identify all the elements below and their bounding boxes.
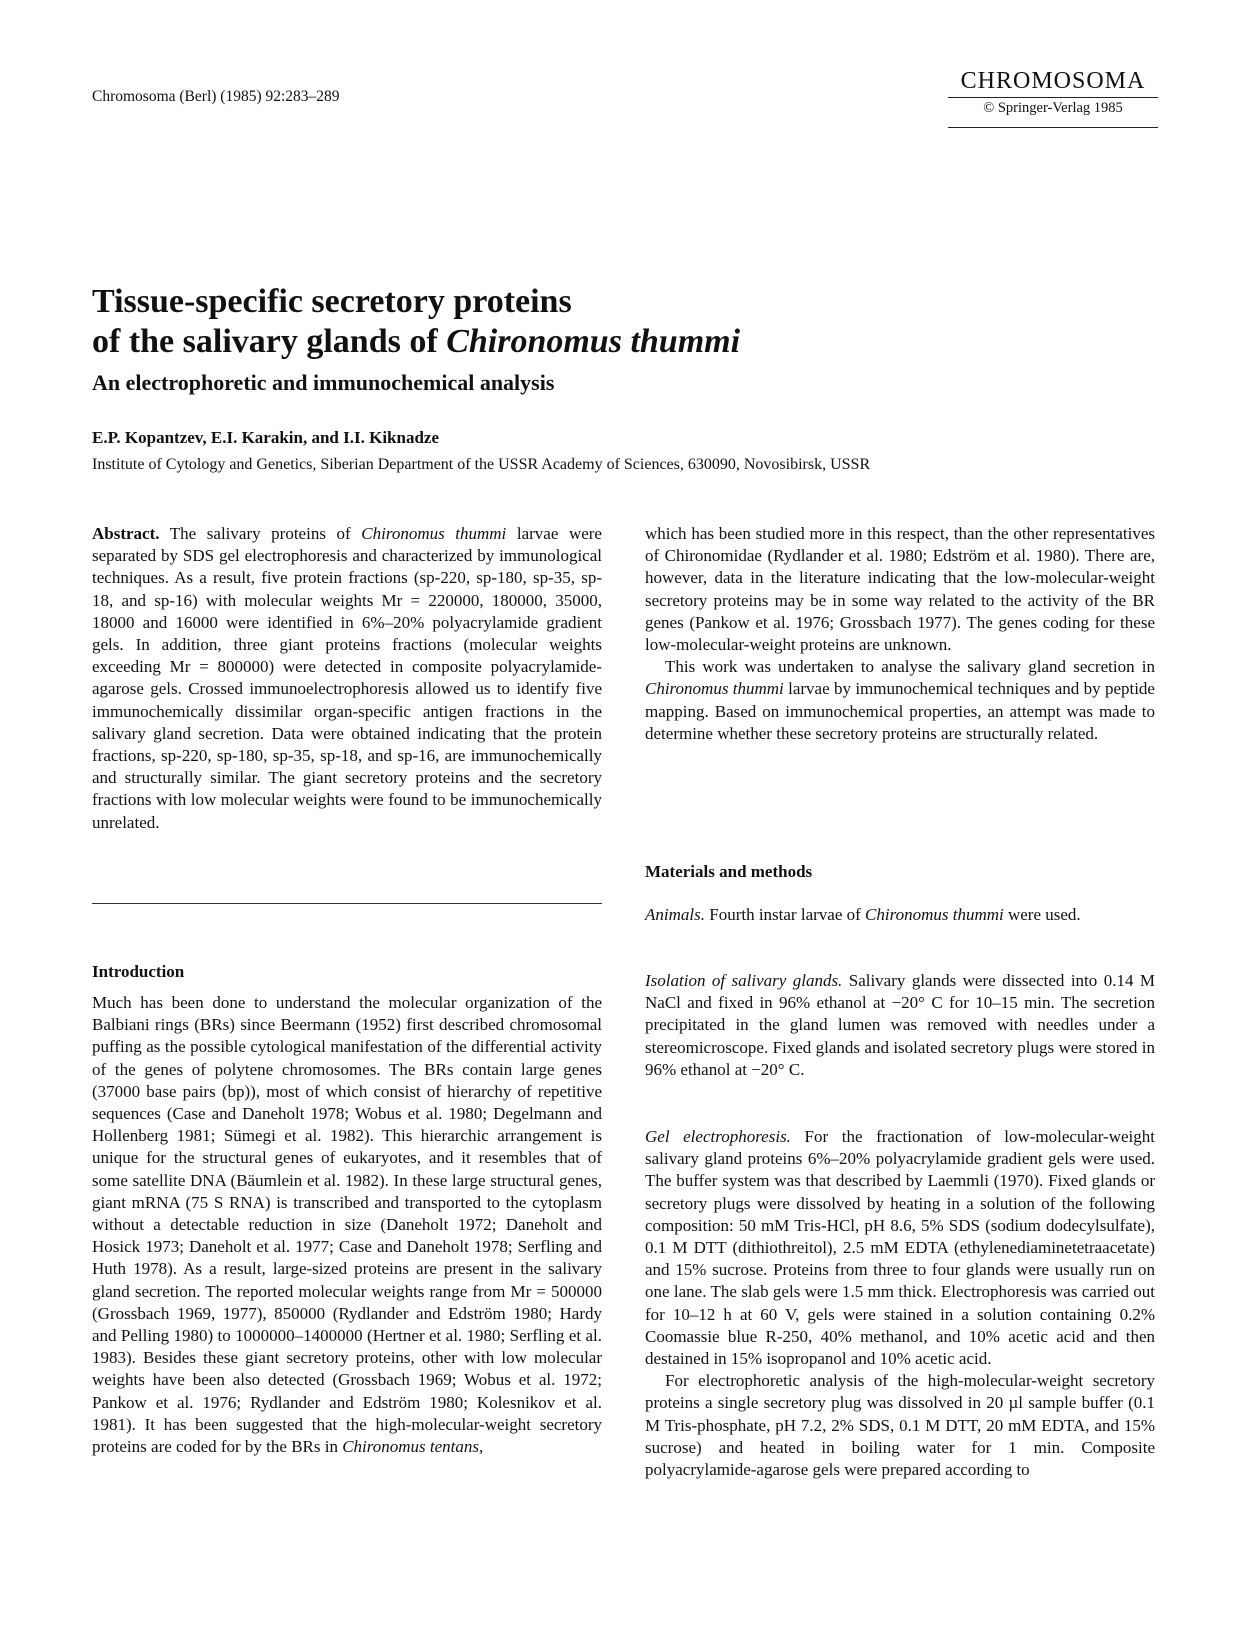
methods-isolation	[645, 970, 1155, 1081]
abstract-text	[92, 523, 602, 834]
animals-species: Chironomus thummi	[865, 905, 1004, 924]
intro-p2-text-2: larvae by immunochemical techniques and by peptide mapping. Based on immunochemical properties, an attempt was made to determine whether these secretory proteins are structurally related.	[645, 679, 1155, 743]
introduction-text: Much has been done to understand the molecular organization of the Balbiani rings (BRs) since Beermann (1952) first described chromosomal puffing as the possible cytological manifestation of the differential activity of the genes of polytene chromosomes. The BRs contain large genes (37000 base pairs (bp)), most of which consist of hierarchy of repetitive sequences (Case and Daneholt 1978; Wobus et al. 1980; Degelmann and Hollenberg 1981; Sümegi et al. 1982). This hierarchic arrangement is unique for the structural genes of eukaryotes, and it resembles that of some satellite DNA (Bäumlein et al. 1982). In these large structural genes, giant mRNA (75 S RNA) is transcribed and transported to the cytoplasm without a detectable reduction in size (Daneholt 1972; Daneholt and Hosick 1973; Daneholt et al. 1977; Case and Daneholt 1978; Serfling and Huth 1978). As a result, large-sized proteins are present in the salivary gland secretion. The reported molecular weights range from Mr = 500000 (Grossbach 1969, 1977), 850000 (Rydlander and Edström 1980; Hardy and Pelling 1980) to 1000000–1400000 (Hertner et al. 1980; Serfling et al. 1983). Besides these giant secretory proteins, other with low molecular weights have been also detected (Grossbach 1969; Wobus et al. 1972; Pankow et al. 1976; Rydlander and Edström 1980; Kolesnikov et al. 1981). It has been suggested that the high-molecular-weight secretory proteins are coded for by the BRs in	[92, 993, 602, 1457]
isolation-text: Salivary glands were dissected into 0.14 M NaCl and fixed in 96% ethanol at −20° C for 10–15 min. The secretion precipitated in the gland lumen was removed with needles under a stereomicroscope. Fixed glands and isolated secretory plugs were stored in 96% ethanol at −20° C.	[645, 971, 1155, 1079]
title-line-2	[92, 322, 1142, 362]
animals-text-2: were used.	[1003, 905, 1081, 924]
journal-name: CHROMOSOMA	[948, 68, 1158, 98]
journal-masthead	[948, 68, 1158, 128]
introduction-heading: Introduction	[92, 962, 185, 981]
intro-p2-text-1: This work was undertaken to analyse the salivary gland secretion in	[665, 657, 1155, 677]
journal-reference: Chromosoma (Berl) (1985) 92:283–289	[92, 88, 340, 105]
introduction-body	[92, 992, 602, 1458]
article-title	[92, 282, 1142, 362]
article-subtitle: An electrophoretic and immunochemical analysis	[92, 370, 555, 395]
abstract-species: Chironomus thummi	[361, 524, 507, 543]
methods-animals	[645, 904, 1155, 926]
isolation-paragraph	[645, 970, 1155, 1081]
methods-gel-electrophoresis	[645, 1126, 1155, 1481]
gel-text: For the fractionation of low-molecular-weight salivary gland proteins 6%–20% polyacrylamide gradient gels were used. The buffer system was that described by Laemmli (1970). Fixed glands or secretory plugs were dissolved by heating in a solution of the following composition: 50 mM Tris-HCl, pH 8.6, 5% SDS (sodium dodecylsulfate), 0.1 M DTT (dithiothreitol), 2.5 mM EDTA (ethylenediaminetetraacetate) and 15% sucrose. Proteins from three to four glands were usually run on one lane. The slab gels were 1.5 mm thick. Electrophoresis was carried out for 10–12 h at 60 V, gels were stained in a solution containing 0.2% Coomassie blue R-250, 40% methanol, and 10% acetic acid and then destained in 15% isopropanol and 10% acetic acid.	[645, 1127, 1155, 1369]
intro-continued-paragraph-1: which has been studied more in this respect, than the other representatives of Chironomidae (Rydlander et al. 1980; Edström et al. 1980). There are, however, data in the literature indicating that the low-molecular-weight secretory proteins may be in some way related to the activity of the BR genes (Pankow et al. 1976; Grossbach 1977). The genes coding for these low-molecular-weight proteins are unknown.	[645, 524, 1155, 655]
title-line-1: Tissue-specific secretory proteins	[92, 283, 572, 320]
gel-label: Gel electrophoresis.	[645, 1127, 791, 1146]
intro-p2-species: Chironomus thummi	[645, 679, 784, 699]
methods-heading: Materials and methods	[645, 862, 813, 881]
intro-continued-paragraph-2	[645, 656, 1155, 745]
title-line-2-prefix: of the salivary glands of	[92, 323, 447, 360]
gel-paragraph-1	[645, 1126, 1155, 1370]
author-affiliation: Institute of Cytology and Genetics, Siberian Department of the USSR Academy of Sciences, 630090, Novosibirsk, USSR	[92, 456, 871, 473]
copyright-notice: © Springer-Verlag 1985	[948, 98, 1158, 128]
abstract	[92, 523, 602, 834]
animals-label: Animals.	[645, 905, 705, 924]
introduction-paragraph	[92, 992, 602, 1458]
gel-paragraph-2: For electrophoretic analysis of the high-molecular-weight secretory proteins a single secretory plug was dissolved in 20 µl sample buffer (0.1 M Tris-phosphate, pH 7.2, 2% SDS, 0.1 M DTT, 20 mM EDTA, and 15% sucrose) and heated in boiling water for 1 min. Composite polyacrylamide-agarose gels were prepared according to	[645, 1371, 1155, 1480]
isolation-label: Isolation of salivary glands.	[645, 971, 843, 990]
abstract-text-part-2: larvae were separated by SDS gel electrophoresis and characterized by immunological techniques. As a result, five protein fractions (sp-220, sp-180, sp-35, sp-18, and sp-16) with molecular weights Mr = 220000, 180000, 35000, 18000 and 16000 were identified in 6%–20% polyacrylamide gradient gels. In addition, three giant proteins fractions (molecular weights exceeding Mr = 800000) were detected in composite polyacrylamide-agarose gels. Crossed immunoelectrophoresis allowed us to identify five immunochemically dissimilar organ-specific antigen fractions in the salivary gland secretion. Data were obtained indicating that the protein fractions, sp-220, sp-180, sp-35, sp-18, and sp-16, are immunochemically and structurally similar. The giant secretory proteins and the secretory fractions with low molecular weights were found to be immunochemically unrelated.	[92, 524, 602, 832]
abstract-text-part-1: The salivary proteins of	[159, 524, 362, 543]
author-list: E.P. Kopantzev, E.I. Karakin, and I.I. Kiknadze	[92, 428, 440, 447]
abstract-divider	[92, 903, 602, 904]
introduction-continued	[645, 523, 1155, 745]
introduction-species: Chironomus tentans,	[342, 1437, 484, 1457]
abstract-label: Abstract.	[92, 524, 160, 543]
title-species: Chironomus thummi	[446, 323, 741, 360]
animals-text-1: Fourth instar larvae of	[704, 905, 866, 924]
animals-paragraph	[645, 904, 1155, 926]
